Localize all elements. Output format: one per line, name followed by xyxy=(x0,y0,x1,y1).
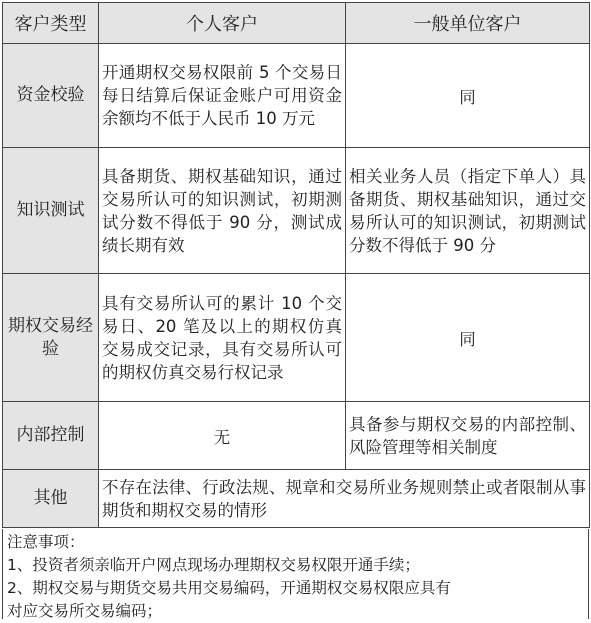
header-individual: 个人客户 xyxy=(99,3,346,44)
institution-cell: 同 xyxy=(346,274,590,402)
individual-cell: 无 xyxy=(99,402,346,470)
institution-cell: 具备参与期权交易的内部控制、风险管理等相关制度 xyxy=(346,402,590,470)
header-row xyxy=(3,3,590,44)
merged-cell: 不存在法律、行政法规、规章和交易所业务规则禁止或者限制从事期货和期权交易的情形 xyxy=(99,470,590,528)
table-row xyxy=(3,274,590,402)
row-label: 资金校验 xyxy=(3,44,99,148)
table-row xyxy=(3,148,590,274)
header-institution: 一般单位客户 xyxy=(346,3,590,44)
individual-cell: 具备期货、期权基础知识，通过交易所认可的知识测试，初期测试分数不得低于 90 分，测试成绩长期有效 xyxy=(99,148,346,274)
institution-cell: 同 xyxy=(346,44,590,148)
individual-cell: 具有交易所认可的累计 10 个交易日、20 笔及以上的期权仿真交易成交记录，具有交易所认可的期权仿真交易行权记录 xyxy=(99,274,346,402)
row-label: 其他 xyxy=(3,470,99,528)
individual-cell: 开通期权交易权限前 5 个交易日每日结算后保证金账户可用资金余额均不低于人民币 10 万元 xyxy=(99,44,346,148)
institution-cell: 相关业务人员（指定下单人）具备期货、期权基础知识，通过交易所认可的知识测试，初期测试分数不得低于 90 分 xyxy=(346,148,590,274)
notes-section xyxy=(2,529,589,619)
row-label: 期权交易经验 xyxy=(3,274,99,402)
note-item: 1、投资者须亲临开户网点现场办理期权交易权限开通手续； xyxy=(7,556,420,574)
table-row xyxy=(3,44,590,148)
row-label: 知识测试 xyxy=(3,148,99,274)
note-item: 对应交易所交易编码； xyxy=(7,602,163,620)
note-item: 2、期权交易与期货交易共用交易编码，开通期权交易权限应具有 xyxy=(7,579,451,597)
table-row xyxy=(3,470,590,528)
row-label: 内部控制 xyxy=(3,402,99,470)
table-row xyxy=(3,402,590,470)
notes-title: 注意事项： xyxy=(7,533,85,551)
requirements-table xyxy=(2,2,590,528)
header-customer-type: 客户类型 xyxy=(3,3,99,44)
